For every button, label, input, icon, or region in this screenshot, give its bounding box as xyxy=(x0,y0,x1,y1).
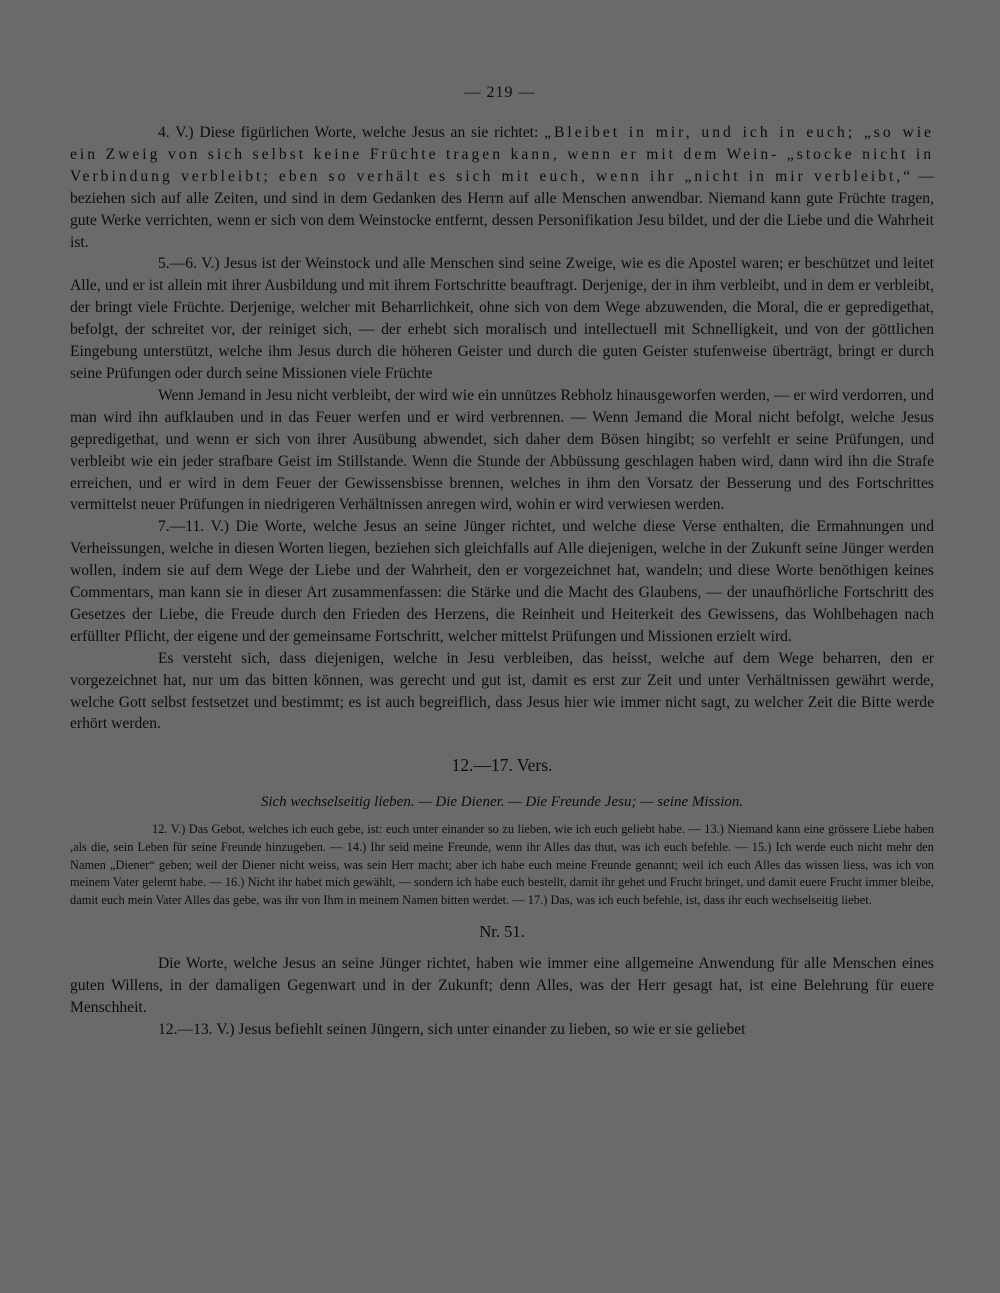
paragraph-verse-12-13: 12.—13. V.) Jesus befiehlt seinen Jüngern, sich unter einander zu lieben, so wie er sie geliebet xyxy=(158,1021,746,1039)
paragraph-verse-4: 4. V.) Diese figürlichen Worte, welche Jesus an sie richtet: „Bleibet in mir, und ich in euch; „so wie ein Zweig von sich selbst keine Früchte tragen kann, wenn er mit dem Wein- „stocke nicht in Verbindung verbleibt; eben so verhält es sich mit euch, wenn ihr „nicht in mir verbleibt,“ — beziehen sich auf alle Zeiten, und sind in dem Gedanken des Herrn auf alle Menschen anwendbar. Niemand kann gute Früchte tragen, gute Werke verrichten, wenn er sich von dem Weinstocke entfernt, dessen Personifikation Jesu bildet, und der die Liebe und die Wahrheit ist. xyxy=(70,124,935,251)
body-text xyxy=(70,122,934,1041)
paragraph-rebholz: Wenn Jemand in Jesu nicht verbleibt, der wird wie ein unnützes Rebholz hinausgeworfen werden, — er wird verdorren, und man wird ihn aufklauben und in das Feuer werfen und er wird verbrennen. — Wenn Jemand die Moral nicht befolgt, welche Jesus gepredigethat, und wenn er sich von ihrer Ausübung abwendet, sich daher dem Bösen hingibt; so verfehlt er seine Prüfungen, und verbleibt wie ein jeder strafbare Geist im Stillstande. Wenn die Stunde der Abbüssung geschlagen haben wird, dann wird ihn die Strafe erreichen, und er wird in dem Feuer der Gewissensbisse brennen, welches in ihm den Vorsatz der Besserung und des Fortschrittes vermittelst neuer Prüfungen in niedrigeren Verhältnissen anregen wird, wohin er wird verwiesen werden. xyxy=(70,386,934,514)
number-heading: Nr. 51. xyxy=(479,922,525,942)
paragraph-verse-5-6: 5.—6. V.) Jesus ist der Weinstock und alle Menschen sind seine Zweige, wie es die Apostel waren; er beschützet und leitet Alle, und er ist allein mit ihrer Ausbildung und mit ihrem Fortschritte beauftragt. Derjenige, der in ihm verbleibt, und in dem er verbleibt, der bringt viele Früchte. Derjenige, welcher mit Beharrlichkeit, ohne sich von dem Wege abzuwenden, die Moral, die er gepredigethat, befolgt, der schreitet vor, der reiniget sich, — der erhebt sich moralisch und intellectuell mit Schnelligkeit, und von der göttlichen Eingebung unterstützt, welche ihm Jesus durch die höheren Geister und durch die guten Geister stufenweise überträgt, bringt er durch seine Prüfungen oder durch seine Missionen viele Früchte xyxy=(70,255,934,382)
paragraph-worte: Die Worte, welche Jesus an seine Jünger richtet, haben wie immer eine allgemeine Anwendung für alle Menschen eines guten Willens, in der damaligen Gegenwart und in der Zukunft; denn Alles, was der Herr gesagt hat, ist eine Belehrung für euere Menschheit. xyxy=(70,955,934,1017)
quoted-scripture: „Bleibet in mir, und ich in euch; „so wie ein Zweig von sich selbst keine Früchte tragen kann, wenn er mit dem Wein- „stocke nicht in Verbindung verbleibt; eben so verhält es sich mit euch, wenn ihr „nicht in mir verbleibt,“ xyxy=(70,124,934,185)
scripture-verses: 12. V.) Das Gebot, welches ich euch gebe, ist: euch unter einander so zu lieben, wie ich euch geliebt habe. — 13.) Niemand kann eine grössere Liebe haben ,als die, sein Leben für seine Freunde hinzugeben. — 14.) Ihr seid meine Freunde, wenn ihr Alles das thut, was ich euch befehle. — 15.) Ich werde euch nicht mehr den Namen „Diener“ geben; weil der Diener nicht weiss, was sein Herr macht; aber ich habe euch meine Freunde genannt; weil ich euch Alles das wissen liess, was ich von meinem Vater gelernt habe. — 16.) Nicht ihr habet mich gewählt, — sondern ich habe euch bestellt, damit ihr gehet und Frucht bringet, und damit euere Frucht immer bleibe, damit euch mein Vater Alles das gebe, was ihr von Ihm in meinem Namen bitten werdet. — 17.) Das, was ich euch befehle, ist, dass ihr euch wechselseitig liebet. xyxy=(70,822,934,907)
page-number: — 219 — xyxy=(0,84,1000,102)
paragraph-bitten: Es versteht sich, dass diejenigen, welche in Jesu verbleiben, das heisst, welche auf dem Wege beharren, den er vorgezeichnet hat, nur um das bitten können, was gerecht und gut ist, damit es erst zur Zeit und unter Verhältnissen gewährt werde, welche Gott selbst festsetzet und bestimmt; es ist auch begreiflich, dass Jesus hier wie immer nicht sagt, zu welcher Zeit die Bitte werde erhört werden. xyxy=(70,649,934,733)
paragraph-verse-7-11: 7.—11. V.) Die Worte, welche Jesus an seine Jünger richtet, und welche diese Verse enthalten, die Ermahnungen und Verheissungen, welche in diesen Worten liegen, beziehen sich gleichfalls auf Alle diejenigen, welche in der Zukunft seine Jünger werden wollen, indem sie auf dem Wege der Liebe und der Wahrheit, den er vorgezeichnet hat, wandeln; und diese Worte benöthigen keines Commentars, man kann sie in dieser Art zusammenfassen: die Stärke und die Macht des Glaubens, — der unaufhörliche Fortschritt des Gesetzes der Liebe, die Freude durch den Frieden des Herzens, die Reinheit und Heiterkeit des Gewissens, das Wohlbehagen nach erfüllter Pflicht, der eigene und der gemeinsame Fortschritt, welcher mittelst Prüfungen und Missionen erzielt wird. xyxy=(70,518,934,645)
section-heading: 12.—17. Vers. xyxy=(451,755,553,776)
section-subheading: Sich wechselseitig lieben. — Die Diener. — Die Freunde Jesu; — seine Mission. xyxy=(260,794,744,811)
